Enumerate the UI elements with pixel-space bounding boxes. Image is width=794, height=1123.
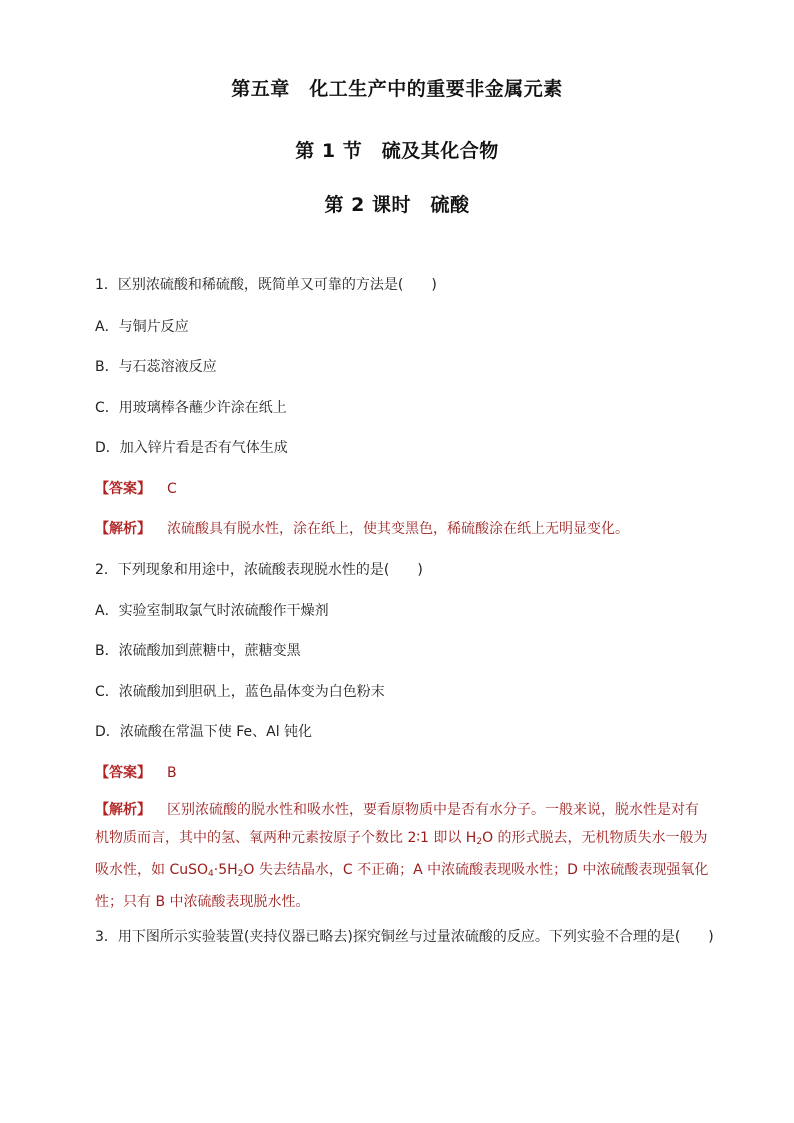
analysis-tag: 【解析】 [95,521,151,537]
question-2-option-d: D．浓硫酸在常温下使 Fe、Al 钝化 [95,724,313,740]
analysis-text-1: 区别浓硫酸的脱水性和吸水性，要看原物质中是否有水分子。一般来说，脱水性是对有机物质而言，其中的氢、氧两种元素按原子个数比 2∶1 即以 H [95,802,699,846]
analysis-text-3: ·5H [213,862,238,878]
question-3-stem: 3．用下图所示实验装置(夹持仪器已略去)探究铜丝与过量浓硫酸的反应。下列实验不合理的是( ) [95,929,714,945]
question-1-option-c: C．用玻璃棒各蘸少许涂在纸上 [95,400,287,416]
lesson-title: 第 2 课时 硫酸 [324,194,470,216]
chapter-title: 第五章 化工生产中的重要非金属元素 [231,78,563,100]
analysis-text-4: O 失去结晶水，C 不正确；A 中浓硫酸表现吸水性；D 中浓硫酸表现强氧化性；只有 B 中浓硫酸表现脱水性。 [95,862,709,910]
question-1-stem: 1．区别浓硫酸和稀硫酸，既简单又可靠的方法是( ) [95,277,437,293]
subscript: 4 [208,869,214,879]
question-2-option-b: B．浓硫酸加到蔗糖中，蔗糖变黑 [95,643,301,659]
question-2-answer [95,762,177,782]
question-1-option-d: D．加入锌片看是否有气体生成 [95,440,288,456]
question-2-stem: 2．下列现象和用途中，浓硫酸表现脱水性的是( ) [95,562,423,578]
question-1-analysis [95,518,629,538]
analysis-text-2: O 的形式脱去，无机物质失水一般为吸水性，如 CuSO [95,830,708,878]
analysis-text: 浓硫酸具有脱水性，涂在纸上，使其变黑色，稀硫酸涂在纸上无明显变化。 [167,521,629,537]
question-1-option-b: B．与石蕊溶液反应 [95,359,217,375]
analysis-tag: 【解析】 [95,802,151,818]
subscript: 2 [476,837,483,847]
question-2-option-a: A．实验室制取氯气时浓硫酸作干燥剂 [95,603,329,619]
answer-tag: 【答案】 [95,481,151,497]
question-1-option-a: A．与铜片反应 [95,319,189,335]
question-1-answer [95,478,177,498]
answer-value: C [167,481,177,497]
question-2-option-c: C．浓硫酸加到胆矾上，蓝色晶体变为白色粉末 [95,684,385,700]
question-2-analysis [95,796,710,916]
section-title: 第 1 节 硫及其化合物 [295,140,499,162]
subscript: 2 [237,869,244,879]
answer-value: B [167,765,177,781]
answer-tag: 【答案】 [95,765,151,781]
